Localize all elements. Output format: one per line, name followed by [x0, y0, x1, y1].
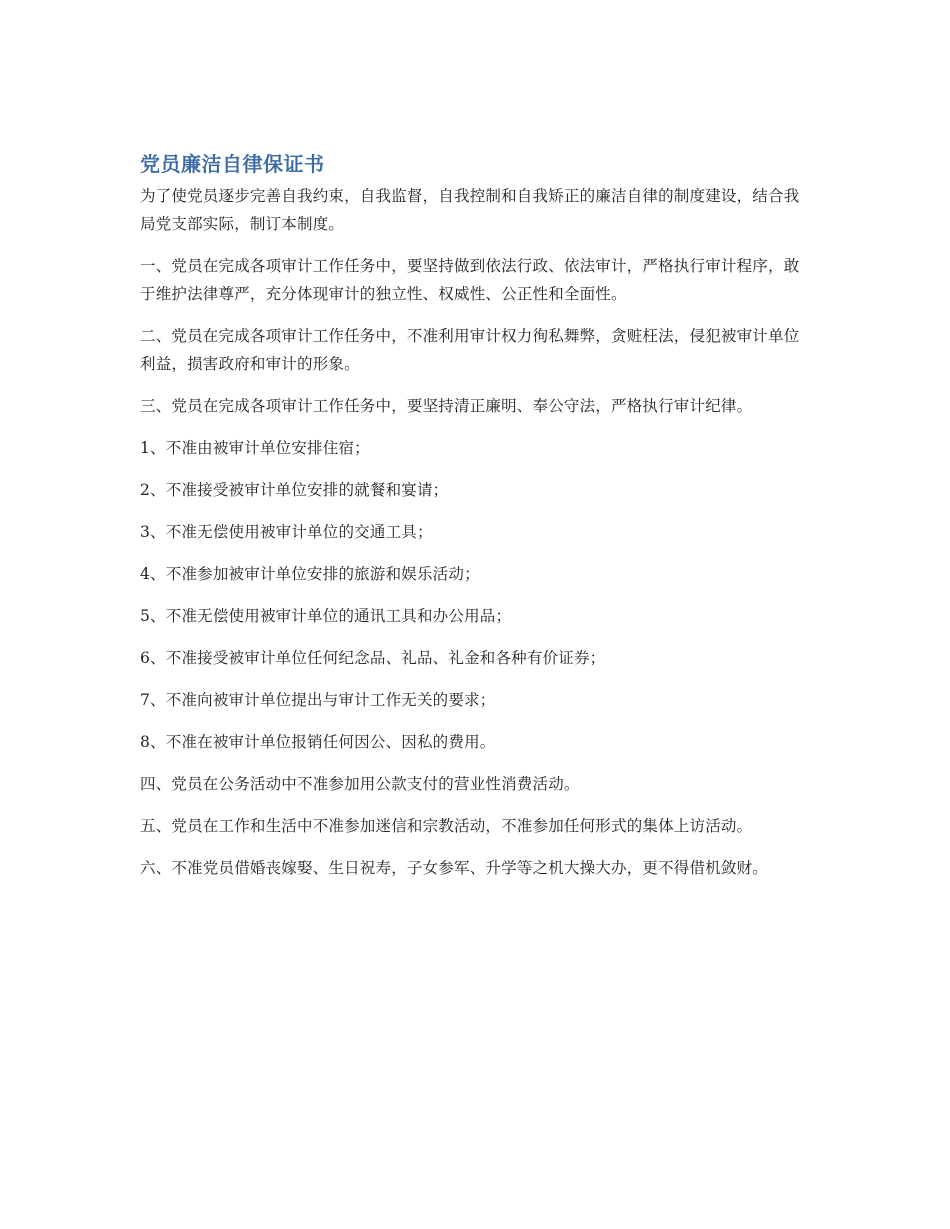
- clause-2-paragraph: 二、党员在完成各项审计工作任务中，不准利用审计权力徇私舞弊，贪赃枉法，侵犯被审计单位利益，损害政府和审计的形象。: [140, 327, 800, 373]
- rule-item-7: 7、不准向被审计单位提出与审计工作无关的要求；: [140, 691, 496, 709]
- document-title: 党员廉洁自律保证书: [140, 152, 325, 176]
- clause-5-paragraph: 五、党员在工作和生活中不准参加迷信和宗教活动，不准参加任何形式的集体上访活动。: [140, 817, 753, 835]
- rule-item-4: 4、不准参加被审计单位安排的旅游和娱乐活动；: [140, 565, 480, 583]
- rule-item-3: 3、不准无偿使用被审计单位的交通工具；: [140, 523, 433, 541]
- rule-item-6: 6、不准接受被审计单位任何纪念品、礼品、礼金和各种有价证券；: [140, 649, 606, 667]
- rule-item-5: 5、不准无偿使用被审计单位的通讯工具和办公用品；: [140, 607, 512, 625]
- clause-6-paragraph: 六、不准党员借婚丧嫁娶、生日祝寿，子女参军、升学等之机大操大办，更不得借机敛财。: [140, 859, 769, 877]
- document-body: [140, 150, 812, 882]
- rule-item-1: 1、不准由被审计单位安排住宿；: [140, 439, 370, 457]
- rule-item-8: 8、不准在被审计单位报销任何因公、因私的费用。: [140, 733, 496, 751]
- rule-item-2: 2、不准接受被审计单位安排的就餐和宴请；: [140, 481, 449, 499]
- clause-4-paragraph: 四、党员在公务活动中不准参加用公款支付的营业性消费活动。: [140, 775, 580, 793]
- intro-paragraph: 为了使党员逐步完善自我约束，自我监督，自我控制和自我矫正的廉洁自律的制度建设，结合我局党支部实际，制订本制度。: [140, 187, 800, 233]
- clause-1-paragraph: 一、党员在完成各项审计工作任务中，要坚持做到依法行政、依法审计，严格执行审计程序，敢于维护法律尊严，充分体现审计的独立性、权威性、公正性和全面性。: [140, 257, 800, 303]
- clause-3-paragraph: 三、党员在完成各项审计工作任务中，要坚持清正廉明、奉公守法，严格执行审计纪律。: [140, 397, 753, 415]
